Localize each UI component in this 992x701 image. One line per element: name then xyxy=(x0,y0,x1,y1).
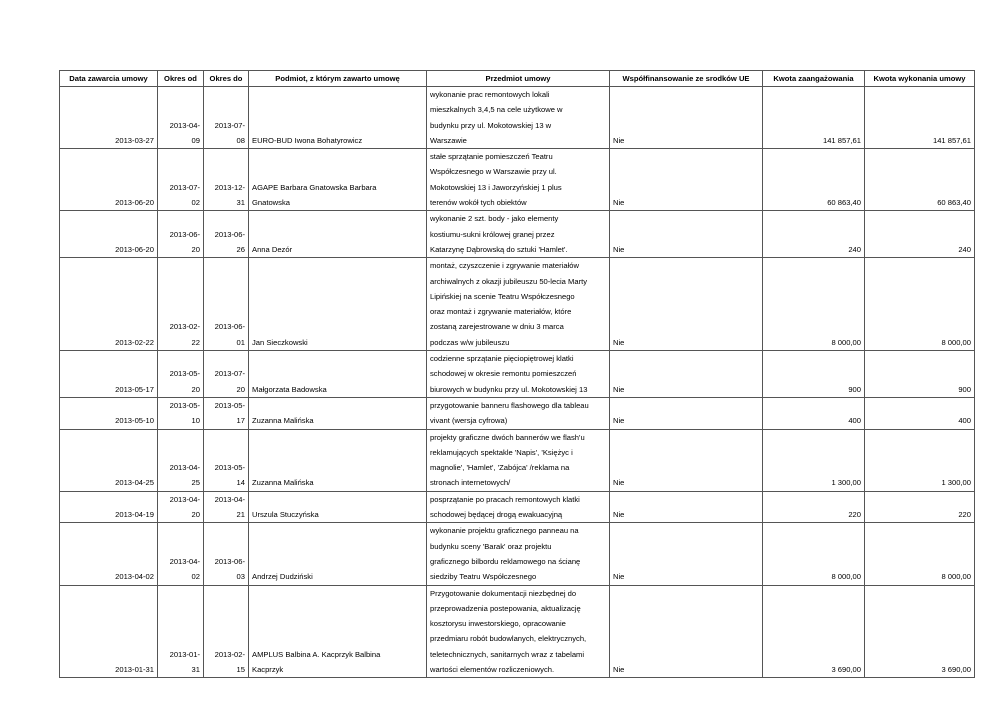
table-row xyxy=(60,523,975,585)
cell-period-to-line: 31 xyxy=(236,198,245,208)
table-header xyxy=(60,71,975,87)
header-period-to: Okres do xyxy=(204,71,249,87)
cell-eu-cofinancing xyxy=(610,397,763,429)
cell-amount-committed-line: 220 xyxy=(848,510,861,520)
cell-date xyxy=(60,523,158,585)
cell-period-from xyxy=(158,397,204,429)
cell-amount-committed xyxy=(763,87,865,149)
cell-amount-executed-line: 8 000,00 xyxy=(941,337,971,347)
cell-party-line: Urszula Stuczyńska xyxy=(252,510,319,520)
cell-amount-executed xyxy=(865,351,975,398)
cell-eu-cofinancing-line: Nie xyxy=(613,572,625,582)
header-amount-executed: Kwota wykonania umowy xyxy=(865,71,975,87)
cell-period-from-line: 2013-06- xyxy=(169,229,200,239)
cell-party xyxy=(249,149,427,211)
cell-party-line: Andrzej Dudziński xyxy=(252,572,313,582)
cell-period-to xyxy=(204,211,249,258)
cell-subject xyxy=(427,87,610,149)
cell-amount-committed-line: 900 xyxy=(848,384,861,394)
cell-amount-executed xyxy=(865,149,975,211)
cell-period-from xyxy=(158,149,204,211)
cell-eu-cofinancing xyxy=(610,87,763,149)
cell-subject-line: wykonanie 2 szt. body - jako elementy xyxy=(430,214,559,224)
table-row xyxy=(60,585,975,678)
cell-subject-line: reklamujących spektakle 'Napis', 'Księżyc i xyxy=(430,447,573,457)
cell-period-to xyxy=(204,149,249,211)
cell-date xyxy=(60,351,158,398)
cell-amount-committed-line: 141 857,61 xyxy=(822,135,861,145)
cell-date-line: 2013-05-10 xyxy=(115,416,154,426)
contracts-document xyxy=(59,70,975,678)
cell-amount-committed xyxy=(763,258,865,351)
cell-period-from-line: 20 xyxy=(191,510,200,520)
cell-subject xyxy=(427,429,610,491)
cell-date-line: 2013-04-19 xyxy=(115,510,154,520)
table-row xyxy=(60,397,975,429)
cell-subject-line: schodowej w okresie remontu pomieszczeń xyxy=(430,369,577,379)
cell-subject-line: wartości elementów rozliczeniowych. xyxy=(430,664,555,674)
cell-period-from-line: 02 xyxy=(191,198,200,208)
cell-period-to-line: 08 xyxy=(236,135,245,145)
cell-period-from-line: 2013-07- xyxy=(169,182,200,192)
cell-date-line: 2013-03-27 xyxy=(115,135,154,145)
cell-subject xyxy=(427,491,610,523)
cell-period-from-line: 2013-02- xyxy=(169,322,200,332)
cell-amount-executed xyxy=(865,523,975,585)
cell-party-line: Zuzanna Malińska xyxy=(252,416,314,426)
cell-amount-executed-line: 220 xyxy=(958,510,971,520)
cell-party xyxy=(249,351,427,398)
cell-date xyxy=(60,397,158,429)
cell-period-from-line: 25 xyxy=(191,478,200,488)
cell-party xyxy=(249,491,427,523)
cell-period-from-line: 02 xyxy=(191,572,200,582)
cell-period-from xyxy=(158,258,204,351)
cell-subject-line: przeprowadzenia postepowania, aktualizację xyxy=(430,603,581,613)
cell-period-from-line: 2013-04- xyxy=(169,556,200,566)
cell-period-to-line: 01 xyxy=(236,337,245,347)
cell-period-from-line: 22 xyxy=(191,337,200,347)
cell-period-from xyxy=(158,585,204,678)
cell-amount-executed xyxy=(865,397,975,429)
table-row xyxy=(60,491,975,523)
cell-period-to-line: 2013-06- xyxy=(214,229,245,239)
table-row xyxy=(60,87,975,149)
cell-date xyxy=(60,258,158,351)
cell-eu-cofinancing-line: Nie xyxy=(613,337,625,347)
cell-eu-cofinancing xyxy=(610,351,763,398)
cell-subject-line: Przygotowanie dokumentacji niezbędnej do xyxy=(430,588,577,598)
cell-amount-committed-line: 3 690,00 xyxy=(831,664,861,674)
cell-amount-committed-line: 240 xyxy=(848,244,861,254)
cell-subject-line: wykonanie prac remontowych lokali xyxy=(430,90,550,99)
cell-eu-cofinancing xyxy=(610,491,763,523)
cell-subject-line: wykonanie projektu graficznego panneau na xyxy=(430,526,579,536)
cell-date xyxy=(60,429,158,491)
cell-subject-line: Lipińskiej na scenie Teatru Współczesnego xyxy=(430,291,575,301)
cell-subject-line: przygotowanie banneru flashowego dla tableau xyxy=(430,400,589,410)
cell-period-from-line: 20 xyxy=(191,244,200,254)
cell-party xyxy=(249,211,427,258)
cell-period-from-line: 10 xyxy=(191,416,200,426)
cell-subject-line: posprzątanie po pracach remontowych klatki xyxy=(430,494,580,504)
cell-period-to xyxy=(204,87,249,149)
cell-subject-line: Mokotowskiej 13 i Jaworzyńskiej 1 plus xyxy=(430,182,562,192)
cell-period-from xyxy=(158,523,204,585)
cell-subject-line: Katarzynę Dąbrowską do sztuki 'Hamlet'. xyxy=(430,244,568,254)
cell-period-from-line: 2013-04- xyxy=(169,494,200,504)
table-row xyxy=(60,429,975,491)
cell-subject-line: przedmiaru robót budowlanych, elektrycznych, xyxy=(430,634,587,644)
cell-date-line: 2013-05-17 xyxy=(115,384,154,394)
cell-eu-cofinancing-line: Nie xyxy=(613,664,625,674)
cell-party-line: EURO-BUD Iwona Bohatyrowicz xyxy=(252,135,363,145)
cell-period-to-line: 21 xyxy=(236,510,245,520)
cell-subject xyxy=(427,351,610,398)
cell-amount-committed xyxy=(763,351,865,398)
cell-amount-executed-line: 400 xyxy=(958,416,971,426)
cell-period-from-line: 31 xyxy=(191,664,200,674)
cell-amount-committed-line: 8 000,00 xyxy=(831,572,861,582)
cell-amount-committed xyxy=(763,523,865,585)
cell-date-line: 2013-02-22 xyxy=(115,337,154,347)
cell-amount-committed-line: 1 300,00 xyxy=(831,478,861,488)
header-party: Podmiot, z którym zawarto umowę xyxy=(249,71,427,87)
cell-period-from xyxy=(158,429,204,491)
header-eu-cofinancing: Współfinansowanie ze srodków UE xyxy=(610,71,763,87)
cell-amount-executed-line: 240 xyxy=(958,244,971,254)
cell-date-line: 2013-06-20 xyxy=(115,198,154,208)
cell-period-to xyxy=(204,351,249,398)
cell-party-line: Kacprzyk xyxy=(252,664,284,674)
cell-amount-committed-line: 60 863,40 xyxy=(827,198,861,208)
header-period-from: Okres od xyxy=(158,71,204,87)
cell-date xyxy=(60,491,158,523)
cell-amount-committed xyxy=(763,397,865,429)
cell-period-from xyxy=(158,211,204,258)
cell-date xyxy=(60,211,158,258)
cell-period-to-line: 2013-06- xyxy=(214,556,245,566)
cell-amount-executed xyxy=(865,87,975,149)
cell-party xyxy=(249,258,427,351)
cell-period-to-line: 2013-12- xyxy=(214,182,245,192)
cell-subject xyxy=(427,397,610,429)
cell-subject-line: budynku sceny 'Barak' oraz projektu xyxy=(430,541,552,551)
cell-subject-line: graficznego bilbordu reklamowego na ścianę xyxy=(430,556,581,566)
cell-period-from-line: 2013-05- xyxy=(169,400,200,410)
cell-period-to-line: 2013-07- xyxy=(214,120,245,130)
cell-eu-cofinancing-line: Nie xyxy=(613,244,625,254)
cell-eu-cofinancing xyxy=(610,211,763,258)
header-subject: Przedmiot umowy xyxy=(427,71,610,87)
table-row xyxy=(60,258,975,351)
cell-period-from-line: 2013-01- xyxy=(169,649,200,659)
cell-period-from xyxy=(158,491,204,523)
cell-amount-committed xyxy=(763,429,865,491)
header-row xyxy=(60,71,975,87)
cell-party xyxy=(249,523,427,585)
cell-party-line: AGAPE Barbara Gnatowska Barbara xyxy=(252,182,377,192)
cell-period-from xyxy=(158,87,204,149)
cell-period-to xyxy=(204,429,249,491)
cell-amount-executed-line: 900 xyxy=(958,384,971,394)
cell-period-to xyxy=(204,491,249,523)
cell-subject-line: podczas w/w jubileuszu xyxy=(430,337,510,347)
cell-party-line: Gnatowska xyxy=(252,198,290,208)
cell-subject-line: Warszawie xyxy=(430,135,467,145)
cell-amount-committed xyxy=(763,149,865,211)
contracts-table xyxy=(59,70,975,678)
cell-party xyxy=(249,585,427,678)
cell-amount-executed xyxy=(865,491,975,523)
cell-amount-executed xyxy=(865,258,975,351)
cell-subject xyxy=(427,585,610,678)
cell-subject-line: siedziby Teatru Współczesnego xyxy=(430,572,537,582)
cell-subject-line: teletechnicznych, sanitarnych wraz z tabelami xyxy=(430,649,585,659)
cell-eu-cofinancing-line: Nie xyxy=(613,198,625,208)
cell-period-from-line: 2013-05- xyxy=(169,369,200,379)
cell-period-to xyxy=(204,397,249,429)
header-date: Data zawarcia umowy xyxy=(60,71,158,87)
cell-period-from xyxy=(158,351,204,398)
cell-subject-line: zostaną zarejestrowane w dniu 3 marca xyxy=(430,322,564,332)
header-amount-committed: Kwota zaangażowania xyxy=(763,71,865,87)
cell-period-to-line: 2013-05- xyxy=(214,463,245,473)
cell-date xyxy=(60,149,158,211)
cell-subject-line: projekty graficzne dwóch bannerów we flash'u xyxy=(430,432,585,442)
cell-subject xyxy=(427,258,610,351)
cell-eu-cofinancing-line: Nie xyxy=(613,416,625,426)
cell-subject-line: kostiumu-sukni królowej granej przez xyxy=(430,229,555,239)
cell-period-to-line: 17 xyxy=(236,416,245,426)
cell-amount-executed xyxy=(865,429,975,491)
cell-eu-cofinancing-line: Nie xyxy=(613,478,625,488)
cell-subject-line: mieszkalnych 3,4,5 na cele użytkowe w xyxy=(430,105,563,115)
cell-subject-line: magnolie', 'Hamlet', 'Zabójca' /reklama na xyxy=(430,463,570,473)
cell-date xyxy=(60,87,158,149)
cell-subject-line: vivant (wersja cyfrowa) xyxy=(430,416,508,426)
cell-party xyxy=(249,87,427,149)
cell-amount-executed-line: 141 857,61 xyxy=(932,135,971,145)
cell-period-from-line: 09 xyxy=(191,135,200,145)
cell-subject-line: oraz montaż i zgrywanie materiałów, które xyxy=(430,307,572,317)
cell-date-line: 2013-01-31 xyxy=(115,664,154,674)
cell-period-to-line: 20 xyxy=(236,384,245,394)
cell-subject-line: Współczesnego w Warszawie przy ul. xyxy=(430,167,557,177)
cell-party-line: Jan Sieczkowski xyxy=(252,337,308,347)
cell-date xyxy=(60,585,158,678)
cell-subject xyxy=(427,149,610,211)
cell-date-line: 2013-04-02 xyxy=(115,572,154,582)
cell-subject-line: montaż, czyszczenie i zgrywanie materiałów xyxy=(430,261,579,271)
cell-party-line: Anna Dezór xyxy=(252,244,293,254)
cell-amount-executed-line: 60 863,40 xyxy=(937,198,971,208)
cell-period-to-line: 2013-02- xyxy=(214,649,245,659)
cell-period-to-line: 2013-05- xyxy=(214,400,245,410)
cell-amount-committed xyxy=(763,211,865,258)
cell-amount-committed xyxy=(763,585,865,678)
table-row xyxy=(60,351,975,398)
cell-eu-cofinancing-line: Nie xyxy=(613,510,625,520)
cell-subject xyxy=(427,211,610,258)
table-row xyxy=(60,149,975,211)
cell-party-line: Małgorzata Badowska xyxy=(252,384,327,394)
cell-eu-cofinancing xyxy=(610,523,763,585)
cell-amount-committed-line: 400 xyxy=(848,416,861,426)
cell-amount-committed xyxy=(763,491,865,523)
table-body xyxy=(60,87,975,678)
cell-period-to-line: 26 xyxy=(236,244,245,254)
cell-party xyxy=(249,397,427,429)
cell-period-to-line: 2013-06- xyxy=(214,322,245,332)
cell-period-to-line: 14 xyxy=(236,478,245,488)
cell-party-line: Zuzanna Malińska xyxy=(252,478,314,488)
cell-eu-cofinancing xyxy=(610,429,763,491)
cell-eu-cofinancing xyxy=(610,258,763,351)
cell-period-to-line: 15 xyxy=(236,664,245,674)
cell-subject xyxy=(427,523,610,585)
cell-subject-line: stałe sprzątanie pomieszczeń Teatru xyxy=(430,152,553,162)
cell-eu-cofinancing-line: Nie xyxy=(613,384,625,394)
table-row xyxy=(60,211,975,258)
cell-period-to-line: 03 xyxy=(236,572,245,582)
cell-eu-cofinancing xyxy=(610,585,763,678)
cell-amount-executed-line: 1 300,00 xyxy=(941,478,971,488)
cell-eu-cofinancing xyxy=(610,149,763,211)
cell-period-from-line: 2013-04- xyxy=(169,120,200,130)
cell-subject-line: terenów wokół tych obiektów xyxy=(430,198,527,208)
cell-period-to xyxy=(204,258,249,351)
cell-eu-cofinancing-line: Nie xyxy=(613,135,625,145)
cell-subject-line: biurowych w budynku przy ul. Mokotowskiej 13 xyxy=(430,384,588,394)
cell-date-line: 2013-06-20 xyxy=(115,244,154,254)
cell-amount-executed xyxy=(865,585,975,678)
cell-amount-executed-line: 8 000,00 xyxy=(941,572,971,582)
cell-period-to xyxy=(204,585,249,678)
cell-period-from-line: 20 xyxy=(191,384,200,394)
cell-party-line: AMPLUS Balbina A. Kacprzyk Balbina xyxy=(252,649,381,659)
cell-amount-executed xyxy=(865,211,975,258)
cell-period-from-line: 2013-04- xyxy=(169,463,200,473)
cell-party xyxy=(249,429,427,491)
cell-subject-line: budynku przy ul. Mokotowskiej 13 w xyxy=(430,120,552,130)
cell-amount-executed-line: 3 690,00 xyxy=(941,664,971,674)
cell-amount-committed-line: 8 000,00 xyxy=(831,337,861,347)
cell-subject-line: archiwalnych z okazji jubileuszu 50-lecia Marty xyxy=(430,276,588,286)
cell-period-to-line: 2013-04- xyxy=(214,494,245,504)
cell-subject-line: stronach internetowych/ xyxy=(430,478,511,488)
cell-subject-line: schodowej będącej drogą ewakuacyjną xyxy=(430,510,563,520)
cell-period-to xyxy=(204,523,249,585)
cell-period-to-line: 2013-07- xyxy=(214,369,245,379)
cell-date-line: 2013-04-25 xyxy=(115,478,154,488)
cell-subject-line: codzienne sprzątanie pięciopiętrowej klatki xyxy=(430,354,574,364)
cell-subject-line: kosztorysu inwestorskiego, opracowanie xyxy=(430,619,566,629)
